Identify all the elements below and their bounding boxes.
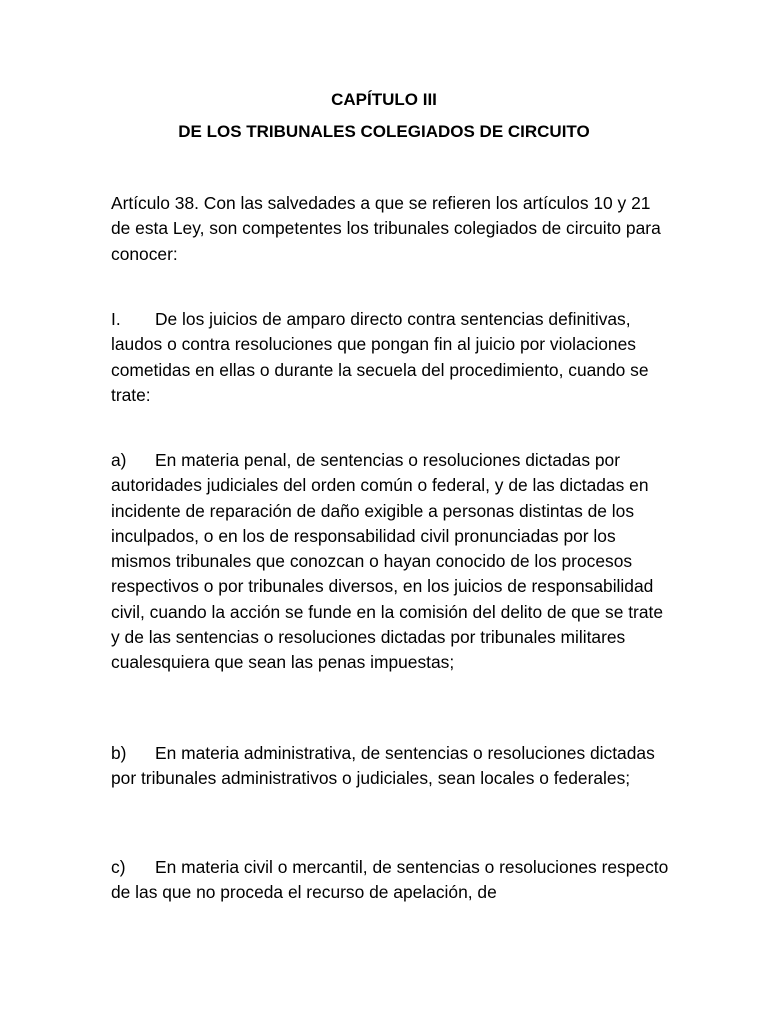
chapter-title: CAPÍTULO III <box>331 90 437 109</box>
list-item-text: De los juicios de amparo directo contra sentencias definitivas, laudos o contra resoluciones que pongan fin al juicio por violaciones cometidas en ellas o durante la secuela del procedimiento, cuando se trate: <box>111 309 649 405</box>
list-item-b <box>111 741 671 792</box>
list-item-marker: a) <box>111 450 127 470</box>
list-item-marker: I. <box>111 309 121 329</box>
list-item-text: En materia penal, de sentencias o resoluciones dictadas por autoridades judiciales del orden común o federal, y de las dictadas en incidente de reparación de daño exigible a personas distintas de los inculpados, o en los de responsabilidad civil pronunciadas por los mismos tribunales que conozcan o hayan conocido de los procesos respectivos o por tribunales diversos, en los juicios de responsabilidad civil, cuando la acción se funde en la comisión del delito de que se trate y de las sentencias o resoluciones dictadas por tribunales militares cualesquiera que sean las penas impuestas; <box>111 450 664 673</box>
list-item-a <box>111 448 671 676</box>
list-item-text: En materia civil o mercantil, de sentencias o resoluciones respecto de las que no proceda el recurso de apelación, de <box>111 857 669 903</box>
list-item-text: En materia administrativa, de sentencias o resoluciones dictadas por tribunales administrativos o judiciales, sean locales o federales; <box>111 743 655 789</box>
article-38-paragraph: Artículo 38. Con las salvedades a que se refieren los artículos 10 y 21 de esta Ley, son competentes los tribunales colegiados de circuito para conocer: <box>111 193 661 264</box>
chapter-subtitle: DE LOS TRIBUNALES COLEGIADOS DE CIRCUITO <box>178 122 590 141</box>
list-item-marker: b) <box>111 743 127 763</box>
list-item-marker: c) <box>111 857 126 877</box>
list-item-i <box>111 307 671 408</box>
list-item-c <box>111 855 671 906</box>
